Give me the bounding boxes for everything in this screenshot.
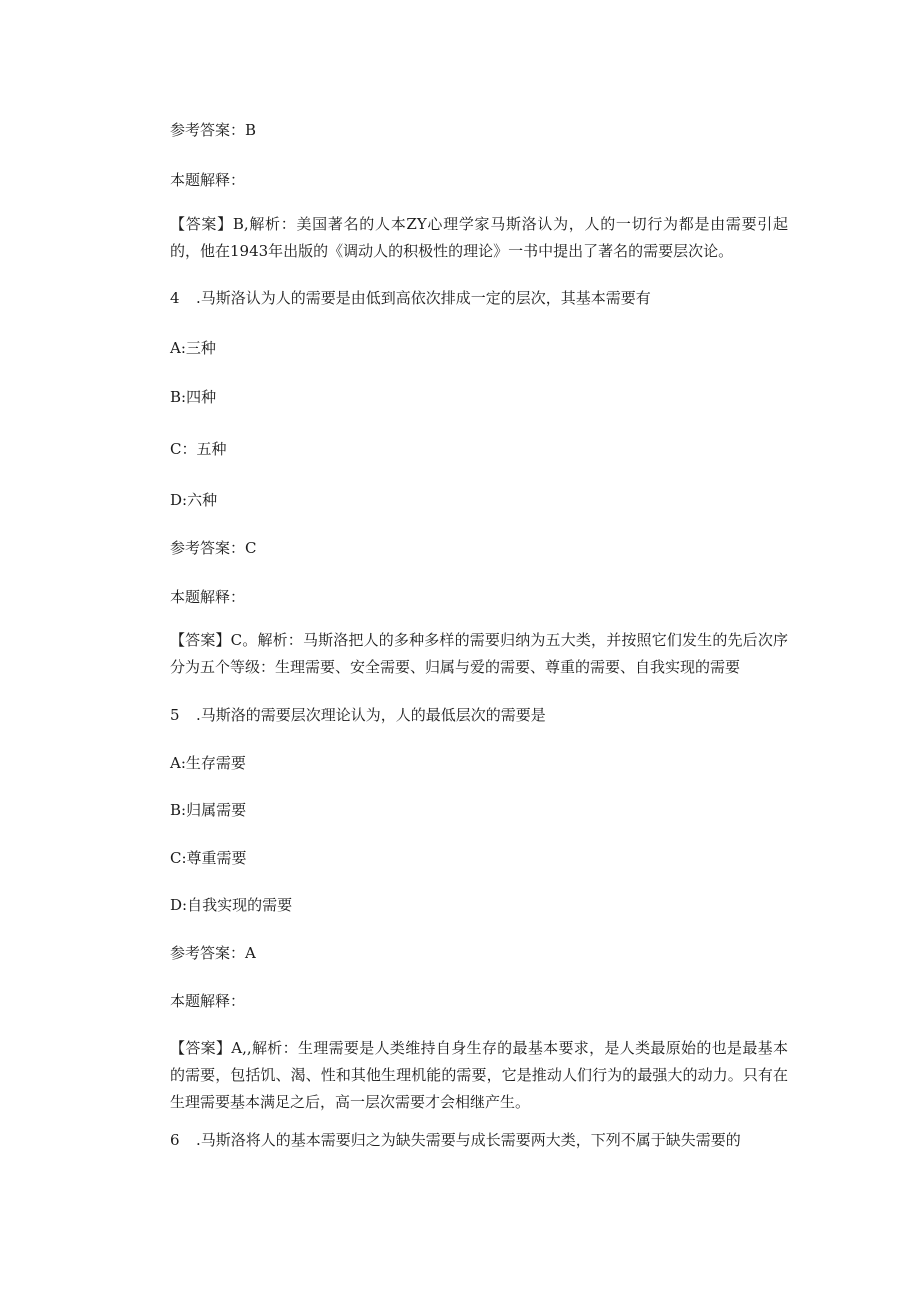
ref-answer: 参考答案：B <box>170 121 257 139</box>
question-text: .马斯洛的需要层次理论认为，人的最低层次的需要是 <box>196 706 546 724</box>
explanation-text: 【答案】B,解析：美国著名的人本ZY心理学家马斯洛认为，人的一切行为都是由需要引起的，他在1943年出版的《调动人的积极性的理论》一书中提出了著名的需要层次论。 <box>170 215 788 260</box>
option-b: B:归属需要 <box>170 801 247 819</box>
explain-label: 本题解释： <box>170 992 246 1010</box>
question-text: .马斯洛认为人的需要是由低到高依次排成一定的层次，其基本需要有 <box>196 289 651 307</box>
question-5 <box>170 705 546 725</box>
option-b: B:四种 <box>170 388 217 406</box>
option-c: C:尊重需要 <box>170 849 247 867</box>
question-number: 6 <box>170 1131 180 1149</box>
explain-label: 本题解释： <box>170 171 246 189</box>
ref-answer: 参考答案：A <box>170 944 256 962</box>
question-number: 5 <box>170 706 180 724</box>
option-a: A:生存需要 <box>170 754 246 772</box>
option-a: A:三种 <box>170 339 216 357</box>
question-number: 4 <box>170 289 180 307</box>
question-4 <box>170 288 651 308</box>
question-text: .马斯洛将人的基本需要归之为缺失需要与成长需要两大类，下列不属于缺失需要的 <box>196 1131 741 1149</box>
option-d: D:自我实现的需要 <box>170 896 293 914</box>
explanation-text: 【答案】A,,解析：生理需要是人类维持自身生存的最基本要求，是人类最原始的也是最基本的需要，包括饥、渴、性和其他生理机能的需要，它是推动人们行为的最强大的动力。只有在生理需要基本满足之后，高一层次需要才会相继产生。 <box>170 1039 788 1111</box>
option-d: D:六种 <box>170 491 218 509</box>
explanation-text: 【答案】C。解析：马斯洛把人的多种多样的需要归纳为五大类，并按照它们发生的先后次序分为五个等级：生理需要、安全需要、归属与爱的需要、尊重的需要、自我实现的需要 <box>170 631 788 676</box>
explain-label: 本题解释： <box>170 588 246 606</box>
option-c: C：五种 <box>170 440 227 458</box>
question-6 <box>170 1130 741 1150</box>
ref-answer: 参考答案：C <box>170 539 257 557</box>
